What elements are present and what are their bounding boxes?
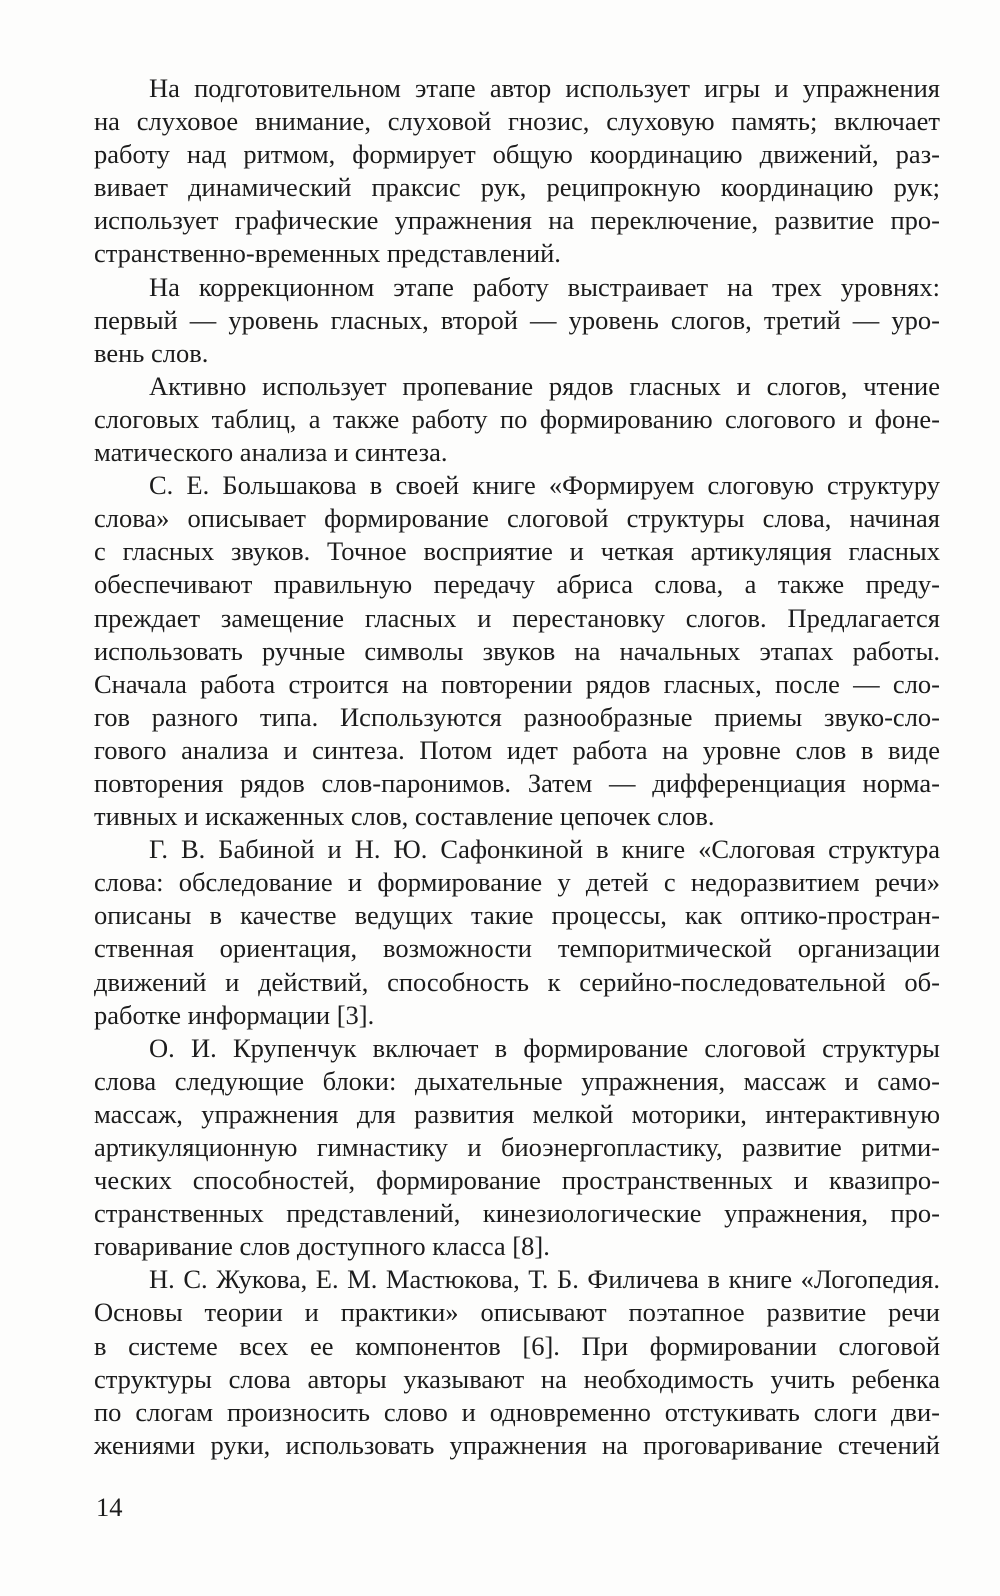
text-line: на слуховое внимание, слуховой гнозис, слуховую память; включает bbox=[94, 106, 940, 137]
text-line: жениями руки, использовать упражнения на проговаривание стечений bbox=[94, 1429, 940, 1460]
text-line: Г. В. Бабиной и Н. Ю. Сафонкиной в книге «Слоговая структура bbox=[149, 834, 940, 865]
text-line: ческих способностей, формирование пространственных и квазипро- bbox=[94, 1165, 940, 1196]
text-line: странственных представлений, кинезиологические упражнения, про- bbox=[94, 1198, 940, 1229]
text-line: с гласных звуков. Точное восприятие и четкая артикуляция гласных bbox=[94, 536, 940, 567]
text-line: вень слов. bbox=[94, 337, 209, 368]
page-number: 14 bbox=[96, 1492, 123, 1522]
text-line: движений и действий, способность к серийно-последовательной об- bbox=[94, 966, 940, 997]
text-line: повторения рядов слов-паронимов. Затем — дифференциация норма- bbox=[94, 767, 940, 798]
text-line: описаны в качестве ведущих такие процессы, как оптико-простран- bbox=[94, 900, 940, 931]
text-line: вивает динамический праксис рук, реципрокную координацию рук; bbox=[94, 172, 940, 203]
text-line: в системе всех ее компонентов [6]. При формировании слоговой bbox=[94, 1330, 940, 1361]
text-line: гов разного типа. Используются разнообразные приемы звуко-сло- bbox=[94, 701, 940, 732]
text-line: тивных и искаженных слов, составление цепочек слов. bbox=[94, 801, 715, 832]
text-line: слоговых таблиц, а также работу по формированию слогового и фоне- bbox=[94, 403, 940, 434]
text-line: преждает замещение гласных и перестановку слогов. Предлагается bbox=[94, 602, 940, 633]
text-line: матического анализа и синтеза. bbox=[94, 437, 448, 468]
text-line: ственная ориентация, возможности темпоритмической организации bbox=[94, 933, 940, 964]
text-line: С. Е. Большакова в своей книге «Формируем слоговую структуру bbox=[149, 470, 940, 501]
text-line: На коррекционном этапе работу выстраивает на трех уровнях: bbox=[149, 271, 940, 302]
text-line: Сначала работа строится на повторении рядов гласных, после — сло- bbox=[94, 668, 940, 699]
text-line: использовать ручные символы звуков на начальных этапах работы. bbox=[94, 635, 940, 666]
text-line: использует графические упражнения на переключение, развитие про- bbox=[94, 205, 940, 236]
text-line: обеспечивают правильную передачу абриса слова, а также преду- bbox=[94, 569, 940, 600]
text-line: О. И. Крупенчук включает в формирование слоговой структуры bbox=[149, 1032, 940, 1063]
text-line: работу над ритмом, формирует общую координацию движений, раз- bbox=[94, 139, 940, 170]
text-line: Активно использует пропевание рядов гласных и слогов, чтение bbox=[149, 370, 940, 401]
text-line: странственно-временных представлений. bbox=[94, 238, 561, 269]
text-line: слова: обследование и формирование у детей с недоразвитием речи» bbox=[94, 867, 940, 898]
text-line: На подготовительном этапе автор использует игры и упражнения bbox=[149, 73, 940, 103]
text-line: структуры слова авторы указывают на необходимость учить ребенка bbox=[94, 1363, 940, 1394]
text-line: по слогам произносить слово и одновременно отстукивать слоги дви- bbox=[94, 1396, 940, 1427]
text-line: слова следующие блоки: дыхательные упражнения, массаж и само- bbox=[94, 1065, 940, 1096]
text-line: работке информации [3]. bbox=[94, 999, 375, 1030]
body-text bbox=[94, 72, 940, 1462]
text-line: говаривание слов доступного класса [8]. bbox=[94, 1231, 550, 1262]
text-line: первый — уровень гласных, второй — уровень слогов, третий — уро- bbox=[94, 304, 940, 335]
text-line: массаж, упражнения для развития мелкой моторики, интерактивную bbox=[94, 1098, 940, 1129]
text-line: гового анализа и синтеза. Потом идет работа на уровне слов в виде bbox=[94, 734, 940, 765]
text-line: Н. С. Жукова, Е. М. Мастюкова, Т. Б. Филичева в книге «Логопедия. bbox=[149, 1264, 940, 1295]
text-line: Основы теории и практики» описывают поэтапное развитие речи bbox=[94, 1297, 940, 1328]
text-line: слова» описывает формирование слоговой структуры слова, начиная bbox=[94, 503, 940, 534]
text-line: артикуляционную гимнастику и биоэнергопластику, развитие ритми- bbox=[94, 1132, 940, 1162]
